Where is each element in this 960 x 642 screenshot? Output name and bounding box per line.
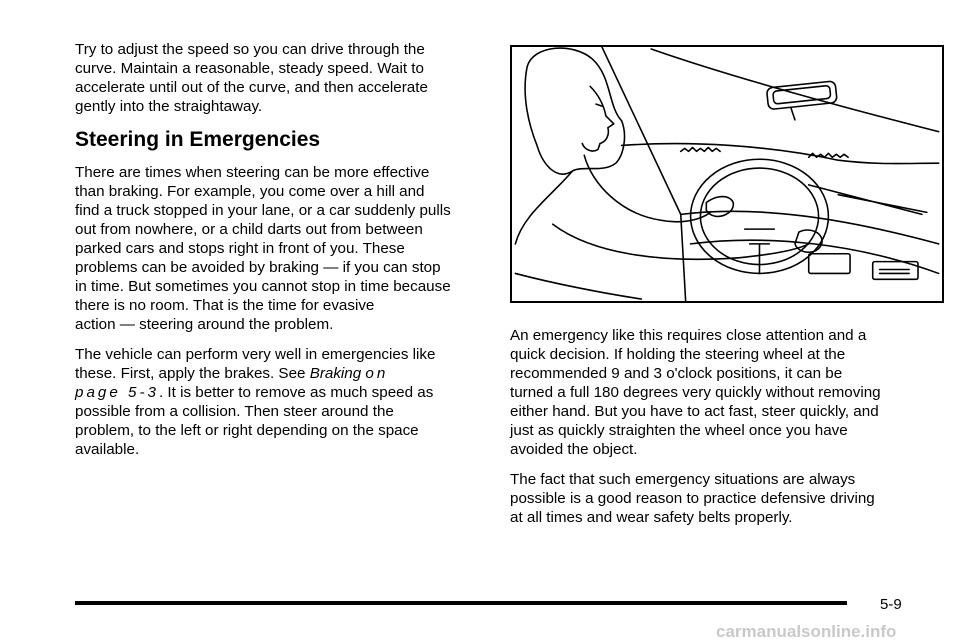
text-line: recommended 9 and 3 o'clock positions, it can be <box>510 365 843 382</box>
text-line: curve. Maintain a reasonable, steady speed. Wait to <box>75 60 424 77</box>
text-line: The vehicle can perform very well in emergencies like <box>75 346 436 363</box>
driver-shoulder-back <box>515 171 572 244</box>
text-line: accelerate until out of the curve, and then accelerate <box>75 79 428 96</box>
emergency-paragraph <box>510 326 920 459</box>
text-line: An emergency like this requires close attention and a <box>510 327 867 344</box>
text-line <box>75 383 491 402</box>
left-column <box>75 40 491 470</box>
text-line: either hand. But you have to act fast, steer quickly, and <box>510 403 879 420</box>
watermark: carmanualsonline.info <box>716 622 897 641</box>
radio-unit <box>809 254 850 274</box>
text-line: out from nowhere, or a child darts out from between <box>75 221 423 238</box>
footer-rule <box>75 601 847 605</box>
driver-left-hand <box>795 230 822 252</box>
climate-slots <box>880 269 910 273</box>
link-word: Braking <box>309 365 362 382</box>
driver-eye <box>596 104 602 106</box>
driver-torso-line <box>515 273 641 299</box>
text-line: there is no room. That is the time for evasive <box>75 297 375 314</box>
text-line: avoided the object. <box>510 441 638 458</box>
driver-right-hand <box>706 197 733 217</box>
right-column <box>510 326 920 538</box>
text-fragment: . It is better to remove as much speed as <box>158 384 434 401</box>
defensive-driving-paragraph <box>510 470 920 527</box>
text-line: gently into the straightaway. <box>75 98 263 115</box>
text-line: available. <box>75 441 140 458</box>
road-lines <box>809 185 927 215</box>
text-line: action — steering around the problem. <box>75 316 334 333</box>
horizon-tree-line <box>622 144 939 164</box>
text-line: turned a full 180 degrees very quickly without removing <box>510 384 881 401</box>
text-line: just as quickly straighten the wheel once you have <box>510 422 848 439</box>
driver-hair <box>525 48 624 174</box>
driver-illustration <box>510 45 944 303</box>
page-number: 5-9 <box>880 596 902 613</box>
text-line: possible from a collision. Then steer around the <box>75 403 394 420</box>
text-line: than braking. For example, you come over a hill and <box>75 183 425 200</box>
a-pillar <box>602 47 686 301</box>
link-page: page 5-3 <box>75 384 159 401</box>
text-line: in time. But sometimes you cannot stop in time because <box>75 278 451 295</box>
section-heading: Steering in Emergencies <box>75 128 321 151</box>
steering-hub <box>745 229 775 273</box>
text-line: The fact that such emergency situations are always <box>510 471 856 488</box>
driver-face-profile <box>582 86 614 151</box>
text-line: There are times when steering can be more effective <box>75 164 430 181</box>
text-line: at all times and wear safety belts properly. <box>510 509 793 526</box>
text-line: quick decision. If holding the steering wheel at the <box>510 346 846 363</box>
mirror-stem <box>791 108 795 120</box>
text-line: problems can be avoided by braking — if you can stop <box>75 259 441 276</box>
text-fragment: these. First, apply the brakes. See <box>75 365 310 382</box>
text-line: Try to adjust the speed so you can drive through the <box>75 41 425 58</box>
page-ref-link[interactable] <box>75 384 159 401</box>
link-on: on <box>365 365 389 382</box>
text-line: find a truck stopped in your lane, or a car suddenly pulls <box>75 202 451 219</box>
steering-paragraph <box>75 163 491 334</box>
text-line: possible is a good reason to practice defensive driving <box>510 490 875 507</box>
braking-link[interactable] <box>310 365 389 382</box>
text-line: parked cars and stops right in front of you. These <box>75 240 405 257</box>
intro-paragraph <box>75 40 491 116</box>
driver-drawing <box>512 47 942 301</box>
text-line: problem, to the left or right depending on the space <box>75 422 419 439</box>
text-line <box>75 364 491 383</box>
brakes-paragraph <box>75 345 491 459</box>
